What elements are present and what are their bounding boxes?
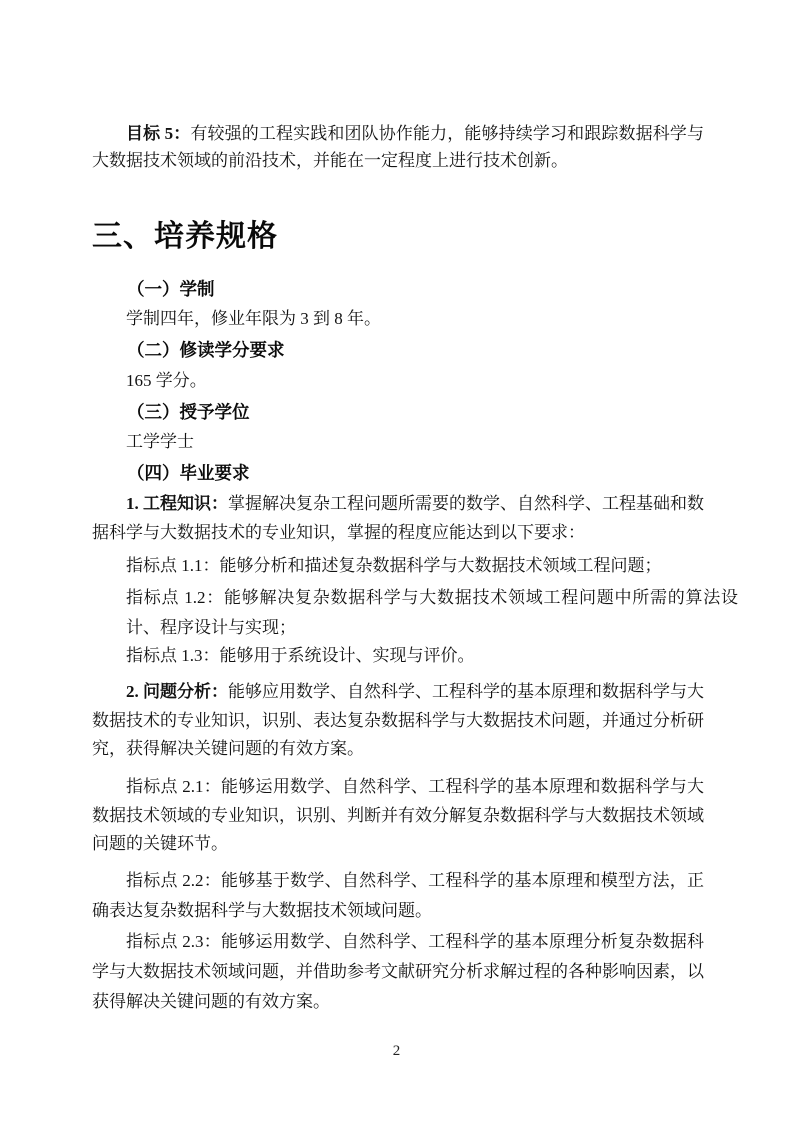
subsection-title-4: （四）毕业要求 [127,463,250,483]
subsection-body-2: 165 学分。 [126,371,207,390]
requirement-1-paragraph [92,490,704,547]
section-heading: 三、培养规格 [92,220,278,253]
requirement-2-text: 能够应用数学、自然科学、工程科学的基本原理和数据科学与大数据技术的专业知识，识别、表达复杂数据科学与大数据技术问题，并通过分析研究，获得解决关键问题的有效方案。 [92,682,704,758]
requirement-2-paragraph [92,678,704,764]
subsection-title-3: （三）授予学位 [127,402,250,422]
requirement-1-text: 掌握解决复杂工程问题所需要的数学、自然科学、工程基础和数据科学与大数据技术的专业知识，掌握的程度应能达到以下要求： [92,494,704,542]
subsection-title-2: （二）修读学分要求 [127,340,285,360]
indicator-1-3: 指标点 1.3：能够用于系统设计、实现与评价。 [126,646,475,665]
goal-5-text: 有较强的工程实践和团队协作能力，能够持续学习和跟踪数据科学与大数据技术领域的前沿技术，并能在一定程度上进行技术创新。 [92,124,704,170]
goal-5-paragraph [92,121,704,174]
requirement-1-label: 1. 工程知识： [126,494,228,513]
indicator-2-1: 指标点 2.1：能够运用数学、自然科学、工程科学的基本原理和数据科学与大数据技术领域的专业知识，识别、判断并有效分解复杂数据科学与大数据技术领域问题的关键环节。 [92,777,704,853]
goal-5-label: 目标 5： [126,124,191,143]
page-number: 2 [392,1043,401,1059]
subsection-body-1: 学制四年，修业年限为 3 到 8 年。 [126,309,381,328]
subsection-body-3: 工学学士 [126,432,194,451]
indicator-2-2: 指标点 2.2：能够基于数学、自然科学、工程科学的基本原理和模型方法，正确表达复杂数据科学与大数据技术领域问题。 [92,871,704,920]
indicator-1-2: 指标点 1.2：能够解决复杂数据科学与大数据技术领域工程问题中所需的算法设计、程序设计与实现； [126,588,738,637]
requirement-2-label: 2. 问题分析： [126,682,228,701]
indicator-1-1: 指标点 1.1：能够分析和描述复杂数据科学与大数据技术领域工程问题； [126,556,662,575]
indicator-2-3: 指标点 2.3：能够运用数学、自然科学、工程科学的基本原理分析复杂数据科学与大数据技术领域问题，并借助参考文献研究分析求解过程的各种影响因素，以获得解决关键问题的有效方案。 [92,932,704,1011]
subsection-title-1: （一）学制 [127,279,215,299]
